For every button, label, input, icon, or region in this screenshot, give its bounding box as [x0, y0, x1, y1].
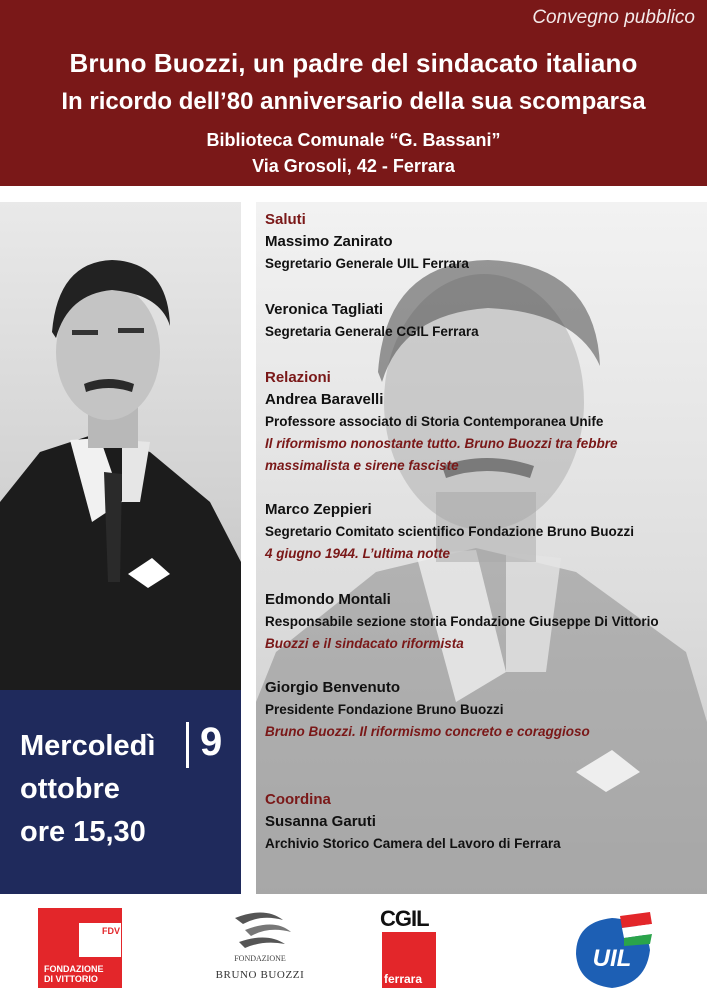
speaker-block	[265, 589, 705, 655]
event-month: ottobre	[20, 773, 120, 805]
uil-logo	[566, 910, 658, 992]
speaker-name: Giorgio Benvenuto	[265, 679, 400, 696]
swoosh-icon	[205, 908, 315, 952]
event-day-number: 9	[200, 720, 223, 764]
program-section-relazioni	[265, 367, 705, 477]
speaker-name: Susanna Garuti	[265, 813, 376, 830]
cgil-city: ferrara	[384, 972, 423, 986]
speaker-name: Marco Zeppieri	[265, 501, 372, 518]
speaker-role: Presidente Fondazione Bruno Buozzi	[265, 702, 504, 717]
speaker-role: Archivio Storico Camera del Lavoro di Ferrara	[265, 836, 561, 851]
date-separator	[186, 722, 189, 768]
talk-title: Il riformismo nonostante tutto. Bruno Buozzi tra febbre	[265, 436, 618, 451]
speaker-name: Massimo Zanirato	[265, 233, 393, 250]
section-label-relazioni: Relazioni	[265, 369, 331, 386]
portrait-left-illustration	[0, 202, 241, 690]
date-box	[0, 690, 241, 894]
portrait-photo-left	[0, 202, 241, 690]
speaker-role: Segretario Generale UIL Ferrara	[265, 256, 469, 271]
fbb-caption-line2: BRUNO BUOZZI	[215, 969, 305, 981]
speaker-name: Veronica Tagliati	[265, 301, 384, 318]
speaker-role: Segretaria Generale CGIL Ferrara	[265, 324, 479, 339]
section-label-saluti: Saluti	[265, 211, 306, 228]
event-subtitle: In ricordo dell’80 anniversario della sua scomparsa	[61, 88, 646, 115]
event-address: Via Grosoli, 42 - Ferrara	[252, 156, 455, 176]
section-label-coordina: Coordina	[265, 791, 331, 808]
program-section-coordina	[265, 789, 705, 855]
speaker-name: Andrea Baravelli	[265, 391, 384, 408]
speaker-block	[265, 677, 705, 743]
sponsor-logos	[0, 900, 707, 1000]
header-banner	[0, 0, 707, 186]
fdv-caption-line1: FONDAZIONE	[44, 964, 104, 974]
speaker-role: Responsabile sezione storia Fondazione Giuseppe Di Vittorio	[265, 614, 659, 629]
event-venue: Biblioteca Comunale “G. Bassani”	[206, 130, 501, 150]
uil-emblem-icon	[566, 910, 658, 992]
talk-title-continued: massimalista e sirene fasciste	[265, 458, 459, 473]
speaker-name: Edmondo Montali	[265, 591, 391, 608]
fdv-caption-line2: DI VITTORIO	[44, 974, 98, 984]
fondazione-di-vittorio-logo	[38, 908, 122, 988]
event-title: Bruno Buozzi, un padre del sindacato italiano	[69, 48, 638, 78]
speaker-block	[265, 299, 705, 343]
talk-title: Buozzi e il sindacato riformista	[265, 636, 464, 651]
event-time: ore 15,30	[20, 816, 146, 848]
fondazione-bruno-buozzi-logo	[205, 908, 315, 990]
talk-title: 4 giugno 1944. L’ultima notte	[265, 546, 451, 561]
fdv-tag: FDV	[102, 926, 120, 936]
event-weekday: Mercoledì	[20, 730, 156, 762]
talk-title: Bruno Buozzi. Il riformismo concreto e coraggioso	[265, 724, 590, 739]
cgil-ferrara-logo	[380, 906, 438, 990]
speaker-role: Segretario Comitato scientifico Fondazione Bruno Buozzi	[265, 524, 635, 539]
uil-wordmark: UIL	[592, 945, 632, 972]
fdv-caption	[44, 964, 104, 984]
cgil-wordmark: CGIL	[380, 906, 429, 931]
fbb-caption-line1: FONDAZIONE	[234, 954, 286, 963]
program-section-saluti	[265, 209, 705, 275]
speaker-block	[265, 499, 705, 565]
event-kicker: Convegno pubblico	[532, 7, 695, 28]
speaker-role: Professore associato di Storia Contemporanea Unife	[265, 414, 604, 429]
